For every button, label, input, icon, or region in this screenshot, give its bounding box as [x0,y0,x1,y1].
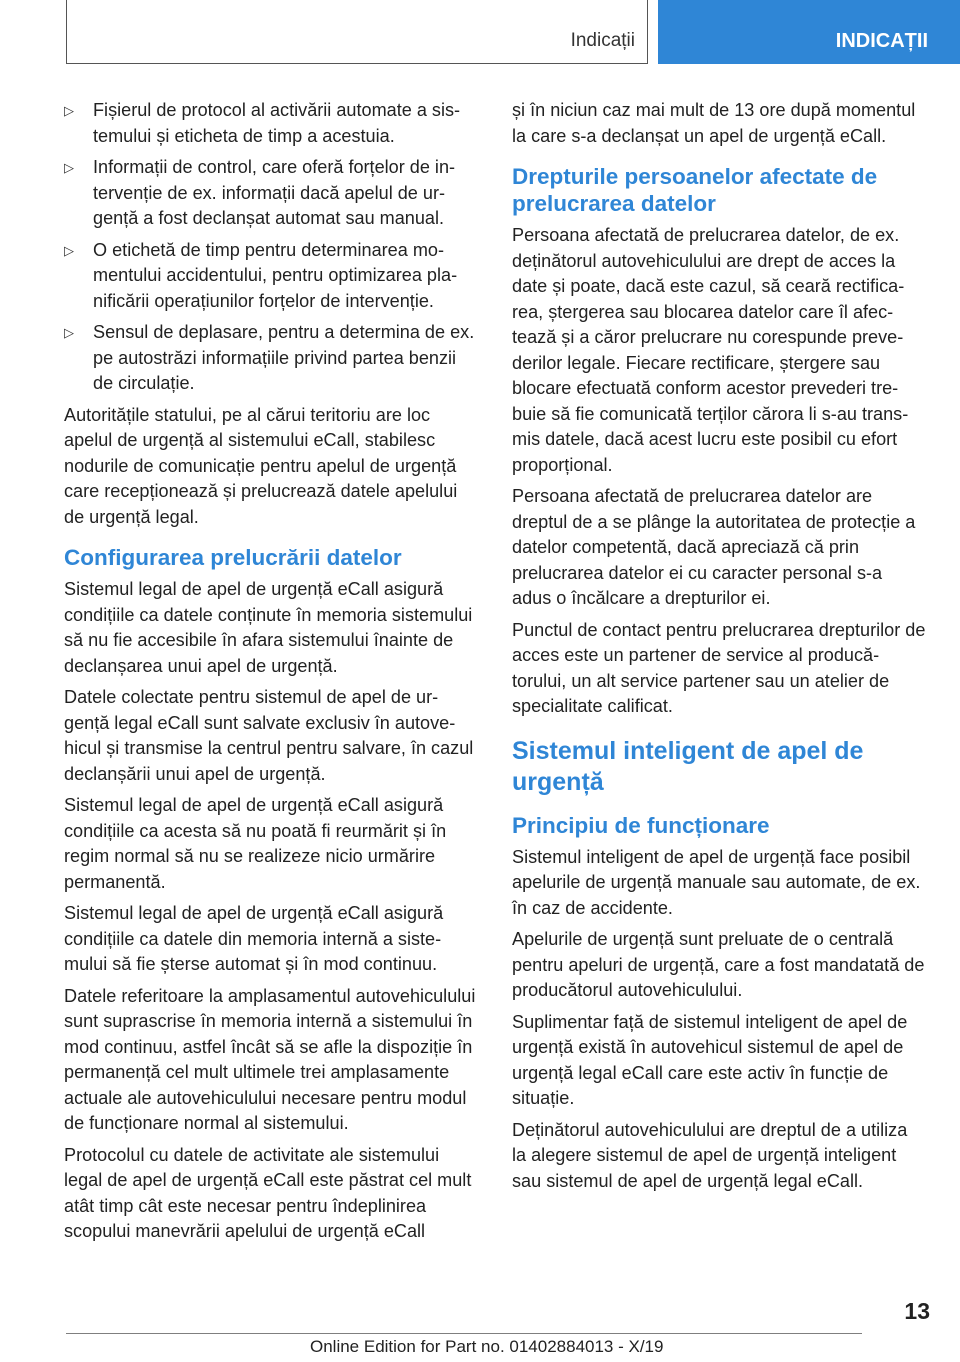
paragraph-authorities: Autoritățile statului, pe al cărui teritoriu are loc apelul de urgență al sistemului eCall, stabilesc nodurile de comunicație pentru apelul de urgență care recepționează și prelucrează datele apelului de urgență legal. [64,404,458,527]
list-item [64,320,476,397]
paragraph: Punctul de contact pentru prelucrarea drepturilor de acces este un partener de service al producătorului, un alt service partener sau un atelier de specialitate calificat. [512,619,926,716]
triangle-right-icon: ▷ [64,103,74,118]
triangle-right-icon: ▷ [64,325,74,340]
paragraph: Datele colectate pentru sistemul de apel de urgență legal eCall sunt salvate exclusiv în autovehicul și transmise la centrul pentru salvare, în cazul declanșării unui apel de urgență. [64,687,474,784]
right-column [512,98,926,1200]
list-item [64,238,476,315]
paragraph: Protocolul cu datele de activitate ale sistemului legal de apel de urgență eCall este păstrat cel mult atât timp cât este necesar pentru îndeplinirea scopului manevrării apelului de urgență eCall [64,1144,472,1241]
section-tab: INDICAȚII [658,0,960,64]
heading-operating-principle: Principiu de funcționare [512,812,770,838]
paragraph: Persoana afectată de prelucrarea datelor, de ex. deținătorul autovehiculului are drept de acces la date și poate, dacă este cazul, să ceară rectificarea, ștergerea sau blocarea datelor care îl afectează și a căror prelucrare nu corespunde prevederilor legale. Fiecare rectificare, ștergere sau blocare efectuată conform acestor prevederi trebuie să fie comunicată terților cărora li s-au transmis datele, dacă acest lucru este posibil cu efort proporțional. [512,225,909,475]
data-items-list [64,98,476,397]
triangle-right-icon: ▷ [64,160,74,175]
list-item [64,155,476,232]
heading-intelligent-emergency-call: Sistemul inteligent de apel de urgență [512,736,864,796]
section-label: Indicații [570,30,635,51]
paragraph: Sistemul legal de apel de urgență eCall asigură condițiile ca acesta să nu poată fi reurmărit și în regim normal să nu se realizeze nicio urmărire permanentă. [64,795,447,892]
footer-divider [66,1333,862,1334]
heading-data-processing-config: Configurarea prelucrării datelor [64,545,402,570]
header-frame [66,0,648,64]
paragraph-continuation: și în niciun caz mai mult de 13 ore după momentul la care s-a declanșat un apel de urgență eCall. [512,100,916,146]
paragraph: Sistemul inteligent de apel de urgență face posibil apelurile de urgență manuale sau automate, de ex. în caz de accidente. [512,846,921,918]
triangle-right-icon: ▷ [64,242,74,258]
paragraph: Persoana afectată de prelucrarea datelor are dreptul de a se plânge la autoritatea de protecție a datelor competentă, dacă apreciază că prin prelucrarea datelor ei cu caracter personal s-a adus o încălcare a drepturilor ei. [512,486,916,608]
page-number: 13 [904,1298,930,1324]
heading-data-subject-rights: Drepturile persoanelor afectate de prelucrarea datelor [512,164,878,216]
paragraph: Datele referitoare la amplasamentul autovehiculului sunt suprascrise în memoria internă a sistemului în mod continuu, astfel încât să se afle la dispoziție în permanență cel mult ultimele trei amplasamente actuale ale autovehiculului necesare pentru modul de funcționare normal al sistemului. [64,985,476,1133]
paragraph: Apelurile de urgență sunt preluate de o centrală pentru apeluri de urgență, care a fost mandatată de producătorul autovehiculului. [512,929,925,1000]
list-item-text: Informații de control, care oferă forțelor de intervenție de ex. informații dacă apelul de urgență a fost declanșat automat sau manual. [93,157,456,228]
footer-edition-text: Online Edition for Part no. 01402884013 - X/19 [310,1337,664,1356]
list-item [64,98,476,149]
paragraph: Sistemul legal de apel de urgență eCall asigură condițiile ca datele conținute în memoria sistemului să nu fie accesibile în afara sistemului înainte de declanșarea unui apel de urgență. [64,579,473,676]
list-item-text: O etichetă de timp pentru determinarea momentului accidentului, pentru optimizarea planificării operațiunilor forțelor de intervenție. [93,239,458,311]
list-item-text: Fișierul de protocol al activării automate a sistemului și eticheta de timp a acestuia. [93,100,461,146]
paragraph: Deținătorul autovehiculului are dreptul de a utiliza la alegere sistemul de apel de urgență inteligent sau sistemul de apel de urgență legal eCall. [512,1119,908,1191]
left-column [64,98,476,1251]
list-item-text: Sensul de deplasare, pentru a determina de ex. pe autostrăzi informațiile privind partea benzii de circulație. [93,322,475,393]
paragraph: Sistemul legal de apel de urgență eCall asigură condițiile ca datele din memoria internă a sistemului să fie șterse automat și în mod continuu. [64,903,444,974]
paragraph: Suplimentar față de sistemul inteligent de apel de urgență există în autovehicul sistemul de apel de urgență legal eCall care este activ în funcție de situație. [512,1011,908,1108]
